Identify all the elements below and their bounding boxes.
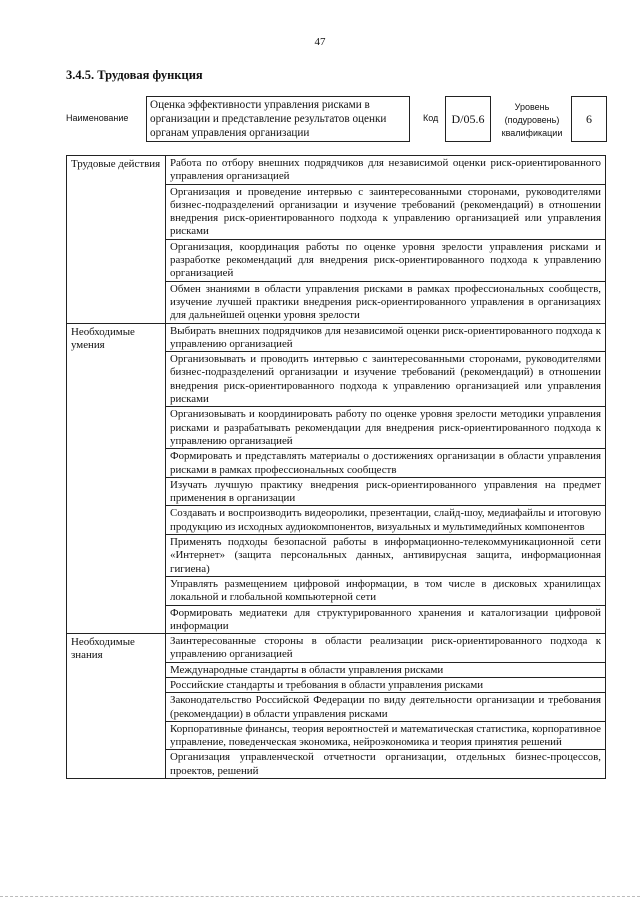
item-cell: Заинтересованные стороны в области реализации риск-ориентированного подхода к управлению организацией	[166, 634, 606, 663]
item-cell: Формировать и представлять материалы о достижениях организации в области управления рисками в рамках профессиональных сообществ	[166, 449, 606, 478]
table-row	[67, 634, 606, 663]
table-row	[67, 323, 606, 352]
level-value: 6	[571, 96, 607, 142]
page-bottom-rule	[0, 896, 640, 898]
item-cell: Организация, координация работы по оценке уровня зрелости управления рисками и разработке рекомендаций для внедрения риск-ориентированного подхода к управлению организацией	[166, 239, 606, 281]
name-value: Оценка эффективности управления рисками в организации и представление результатов оценки органам управления организации	[146, 96, 410, 142]
item-cell: Обмен знаниями в области управления рисками в рамках профессиональных сообществ, изучение лучшей практики внедрения риск-ориентированного управления в организациях для дальнейшей оценки уровня зрелости	[166, 281, 606, 323]
code-value: D/05.6	[445, 96, 491, 142]
function-table	[66, 155, 606, 779]
function-header	[66, 96, 606, 144]
table-row	[67, 156, 606, 185]
section-title-cell: Необходимые знания	[67, 634, 166, 779]
name-label: Наименование	[66, 113, 129, 123]
item-cell: Организация управленческой отчетности организации, отдельных бизнес-процессов, проектов, решений	[166, 750, 606, 779]
item-cell: Российские стандарты и требования в области управления рисками	[166, 677, 606, 692]
item-cell: Формировать медиатеки для структурированного хранения и каталогизации цифровой информации	[166, 605, 606, 634]
item-cell: Организовывать и проводить интервью с заинтересованными сторонами, руководителями бизнес-подразделений организации и изучение требований (рекомендаций) в отношении внедрения риск-ориентированного подхода к управлению организацией или управления рисками	[166, 352, 606, 407]
item-cell: Применять подходы безопасной работы в информационно-телекоммуникационной сети «Интернет» (защита персональных данных, антивирусная защита, информационная гигиена)	[166, 535, 606, 577]
section-title-cell: Трудовые действия	[67, 156, 166, 324]
item-cell: Выбирать внешних подрядчиков для независимой оценки риск-ориентированного подхода к управлению организацией	[166, 323, 606, 352]
item-cell: Организация и проведение интервью с заинтересованными сторонами, руководителями бизнес-подразделений организации и изучение требований (рекомендаций) в отношении внедрения риск-ориентированного подхода к управлению организацией или управления рисками	[166, 184, 606, 239]
code-label: Код	[423, 113, 439, 123]
item-cell: Управлять размещением цифровой информации, в том числе в дисковых хранилищах локальной и глобальной компьютерной сети	[166, 576, 606, 605]
item-cell: Изучать лучшую практику внедрения риск-ориентированного управления на предмет применения в организации	[166, 477, 606, 506]
page-number: 47	[314, 36, 326, 48]
item-cell: Корпоративные финансы, теория вероятностей и математическая статистика, корпоративное управление, поведенческая экономика, нейроэкономика и теория принятия решений	[166, 721, 606, 750]
section-title: 3.4.5. Трудовая функция	[66, 68, 203, 82]
item-cell: Международные стандарты в области управления рисками	[166, 662, 606, 677]
item-cell: Организовывать и координировать работу по оценке уровня зрелости методики управления рисками и разрабатывать рекомендации для внедрения риск-ориентированного подхода к управлению организацией	[166, 407, 606, 449]
item-cell: Создавать и воспроизводить видеоролики, презентации, слайд-шоу, медиафайлы и итоговую продукцию из исходных аудиокомпонентов, визуальных и мультимедийных компонентов	[166, 506, 606, 535]
level-label: Уровень (подуровень) квалификации	[501, 102, 563, 138]
item-cell: Законодательство Российской Федерации по виду деятельности организации и требования (рекомендации) в области управления рисками	[166, 693, 606, 722]
item-cell: Работа по отбору внешних подрядчиков для независимой оценки риск-ориентированного управления организацией	[166, 156, 606, 185]
section-title-cell: Необходимые умения	[67, 323, 166, 634]
